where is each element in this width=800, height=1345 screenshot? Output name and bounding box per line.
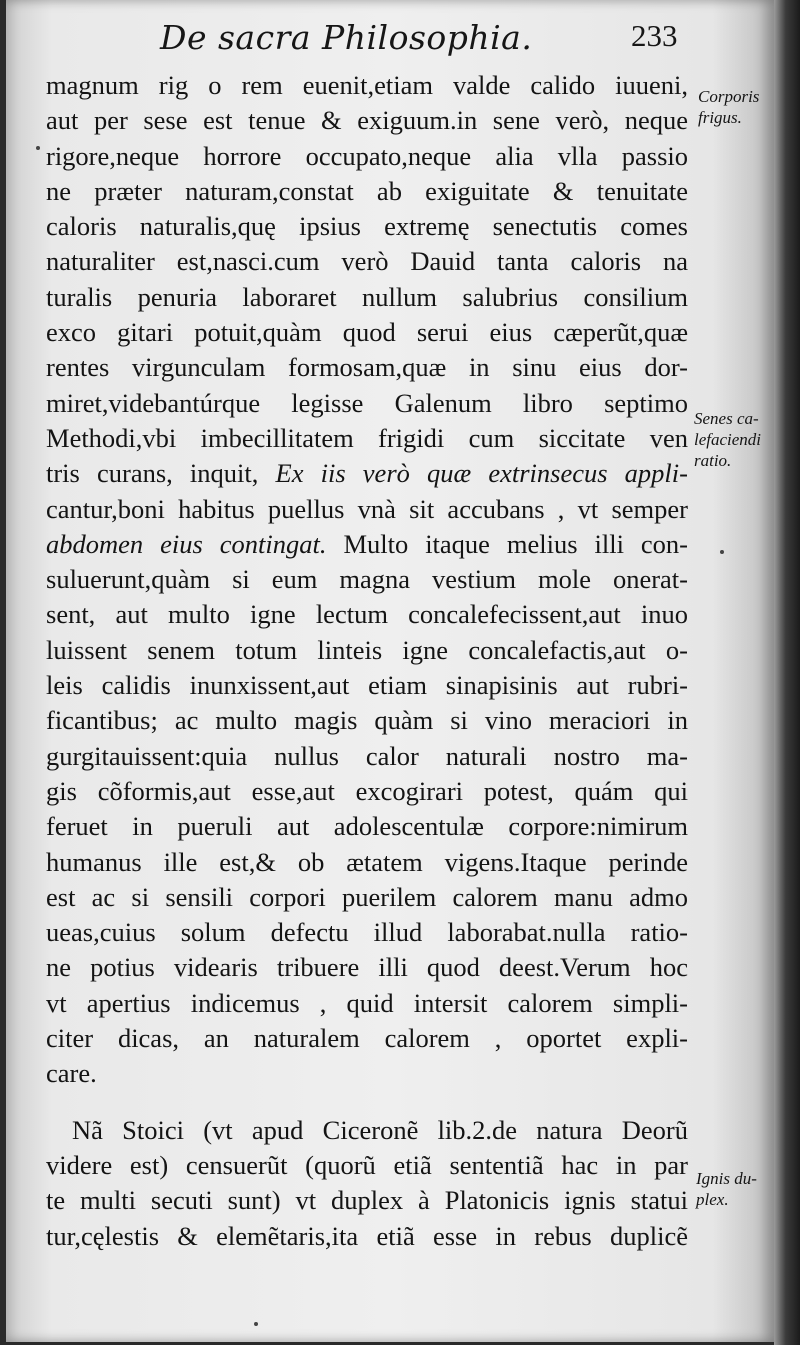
margin-note-line: Senes ca- [694,409,759,428]
ink-speck [254,1322,258,1326]
text-line-mixed [46,456,688,491]
page-number: 233 [631,18,678,53]
text-line: sent, aut multo igne lectum concalefecissent,aut inuo [46,599,688,630]
margin-note-line: plex. [696,1190,729,1209]
text-roman: Multo itaque melius illi con- [343,528,689,559]
text-line: videre est) censuerũt (quorũ etiã sententiã hac in par [46,1149,688,1180]
body-text [46,68,688,1254]
text-line: luissent senem totum linteis igne concalefactis,aut o- [46,634,688,665]
text-line: gurgitauissent:quia nullus calor naturali nostro ma- [46,740,688,771]
text-line: humanus ille est,& ob ætatem vigens.Itaque perinde [46,846,688,877]
text-line: caloris naturalis,quę ipsius extremę senectutis comes [46,211,688,242]
margin-note-line: ratio. [694,451,732,470]
text-line: feruet in pueruli aut adolescentulæ corpore:nimirum [46,811,688,842]
margin-note-line: Ignis du- [696,1169,757,1188]
paragraph-gap [46,1092,688,1113]
text-line: aut per sese est tenue & exiguum.in sene verò, neque [46,105,688,136]
ink-speck [720,550,724,554]
text-line: ficantibus; ac multo magis quàm si vino meraciori in [46,705,688,736]
text-line: care. [46,1058,97,1089]
ink-speck [36,146,40,150]
text-line: suluerunt,quàm si eum magna vestium mole onerat- [46,564,688,595]
text-line: rentes virgunculam formosam,quæ in sinu eius dor- [46,352,688,383]
running-title: De sacra Philosophia. [160,18,533,57]
text-roman: tris curans, inquit, [46,458,259,489]
text-line: Nã Stoici (vt apud Ciceronẽ lib.2.de natura Deorũ [72,1114,688,1145]
text-line: Methodi,vbi imbecillitatem frigidi cum siccitate ven [46,422,688,453]
text-line: miret,videbantúrque legisse Galenum libro septimo [46,387,688,418]
text-line: te multi secuti sunt) vt duplex à Platonicis ignis statui [46,1185,688,1216]
text-line: ne potius videaris tribuere illi quod deest.Verum hoc [46,952,688,983]
book-page [6,0,774,1342]
page-edge-shadow [774,0,800,1345]
text-line: gis cõformis,aut esse,aut excogirari potest, quám qui [46,775,688,806]
text-line: tur,cęlestis & elemẽtaris,ita etiã esse in rebus duplicẽ [46,1220,688,1251]
margin-note-corporis-frigus [698,86,759,128]
text-line: ueas,cuius solum defectu illud laborabat.nulla ratio- [46,917,688,948]
text-italic: abdomen eius contingat. [46,528,327,559]
margin-note-line: frigus. [698,108,742,127]
text-line: rigore,neque horrore occupato,neque alia vlla passio [46,140,688,171]
text-line: vt apertius indicemus , quid intersit calorem simpli- [46,987,688,1018]
margin-note-line: Corporis [698,87,760,106]
margin-note-line: lefaciendi [694,430,762,449]
text-line: naturaliter est,nasci.cum verò Dauid tanta caloris na [46,246,688,277]
text-line-mixed [46,527,688,562]
text-line: ne præter naturam,constat ab exiguitate & tenuitate [46,175,688,206]
page-header [6,10,774,66]
text-line: est ac si sensili corpori puerilem calorem manu admo [46,881,688,912]
text-line-italic: cantur,boni habitus puellus vnà sit accubans , vt semper [46,493,688,524]
text-line: leis calidis inunxissent,aut etiam sinapisinis aut rubri- [46,670,688,701]
text-line: exco gitari potuit,quàm quod serui eius cæperũt,quæ [46,317,688,348]
text-italic: Ex iis verò quæ extrinsecus appli- [275,458,688,489]
text-line: magnum rig o rem euenit,etiam valde calido iuueni, [46,70,688,100]
margin-note-ignis-duplex [696,1168,757,1210]
margin-note-senes-calefaciendi [694,408,761,471]
text-line: turalis penuria laboraret nullum salubrius consilium [46,281,688,312]
text-line: citer dicas, an naturalem calorem , oportet expli- [46,1023,688,1054]
